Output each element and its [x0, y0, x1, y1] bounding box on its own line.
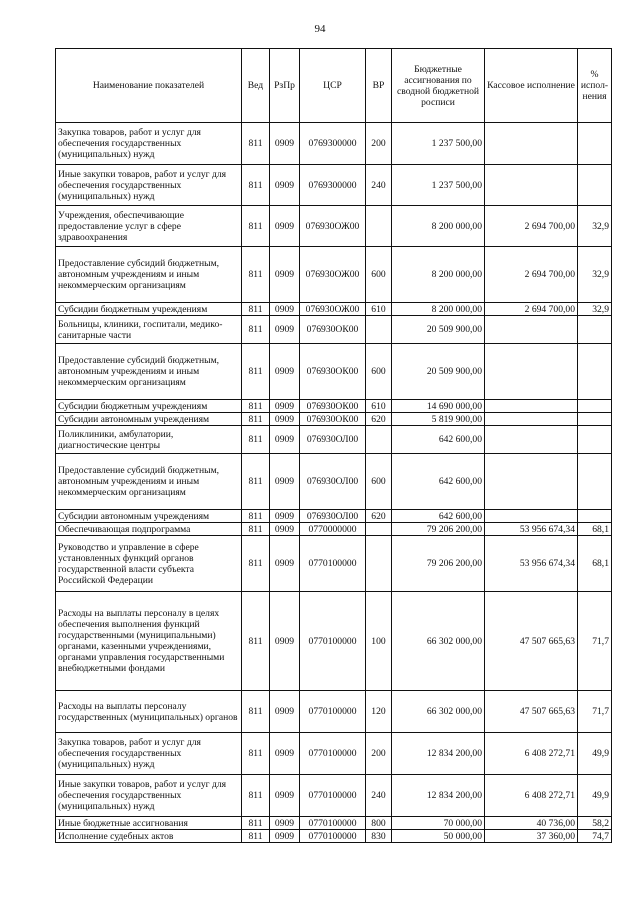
cell-ved: 811	[242, 426, 270, 454]
cell-vr: 240	[366, 775, 392, 817]
table-row	[56, 413, 612, 426]
cell-ved: 811	[242, 510, 270, 523]
cell-csr: 076930ОЛ00	[300, 510, 366, 523]
cell-name: Субсидии автономным учреждениям	[56, 510, 242, 523]
cell-rzpr: 0909	[270, 426, 300, 454]
header-ved: Вед	[242, 49, 270, 123]
cell-vr: 600	[366, 454, 392, 510]
cell-cash	[485, 400, 578, 413]
cell-csr: 0769300000	[300, 123, 366, 165]
cell-csr: 0770100000	[300, 775, 366, 817]
cell-rzpr: 0909	[270, 123, 300, 165]
cell-vr: 830	[366, 830, 392, 843]
cell-pct: 74,7	[578, 830, 612, 843]
page-number: 94	[314, 23, 326, 35]
cell-cash	[485, 316, 578, 344]
cell-vr: 800	[366, 817, 392, 830]
cell-vr: 620	[366, 510, 392, 523]
table-row	[56, 400, 612, 413]
cell-ved: 811	[242, 454, 270, 510]
cell-csr: 076930ОЛ00	[300, 454, 366, 510]
cell-rzpr: 0909	[270, 303, 300, 316]
cell-vr	[366, 426, 392, 454]
cell-cash	[485, 426, 578, 454]
table-row	[56, 592, 612, 691]
cell-csr: 0770000000	[300, 523, 366, 536]
cell-pct: 32,9	[578, 247, 612, 303]
header-vr: ВР	[366, 49, 392, 123]
cell-name: Субсидии бюджетным учреждениям	[56, 400, 242, 413]
header-pct: % испол-нения	[578, 49, 612, 123]
header-cash: Кассовое исполнение	[485, 49, 578, 123]
cell-rzpr: 0909	[270, 413, 300, 426]
cell-cash	[485, 413, 578, 426]
cell-budget: 1 237 500,00	[392, 123, 485, 165]
cell-name: Руководство и управление в сфере установленных функций органов государственной власти субъекта Российской Федерации	[56, 536, 242, 592]
cell-rzpr: 0909	[270, 733, 300, 775]
cell-rzpr: 0909	[270, 400, 300, 413]
cell-rzpr: 0909	[270, 691, 300, 733]
cell-ved: 811	[242, 413, 270, 426]
cell-name: Поликлиники, амбулатории, диагностические центры	[56, 426, 242, 454]
cell-csr: 0770100000	[300, 536, 366, 592]
cell-rzpr: 0909	[270, 454, 300, 510]
cell-cash: 2 694 700,00	[485, 303, 578, 316]
cell-rzpr: 0909	[270, 344, 300, 400]
cell-budget: 20 509 900,00	[392, 316, 485, 344]
table-row	[56, 733, 612, 775]
cell-budget: 14 690 000,00	[392, 400, 485, 413]
cell-csr: 076930ОЖ00	[300, 303, 366, 316]
cell-pct: 49,9	[578, 733, 612, 775]
cell-csr: 076930ОК00	[300, 316, 366, 344]
cell-ved: 811	[242, 400, 270, 413]
cell-pct	[578, 123, 612, 165]
cell-cash: 53 956 674,34	[485, 523, 578, 536]
table-row	[56, 247, 612, 303]
budget-execution-table	[55, 48, 612, 843]
cell-pct	[578, 413, 612, 426]
cell-budget: 66 302 000,00	[392, 691, 485, 733]
cell-csr: 0770100000	[300, 830, 366, 843]
cell-name: Расходы на выплаты персоналу в целях обеспечения выполнения функций государственными (муниципальными) органами, казенными учреждениями, органами управления государственными внебюджетными фондами	[56, 592, 242, 691]
cell-name: Закупка товаров, работ и услуг для обеспечения государственных (муниципальных) нужд	[56, 733, 242, 775]
table-row	[56, 206, 612, 247]
cell-vr: 600	[366, 344, 392, 400]
cell-rzpr: 0909	[270, 206, 300, 247]
cell-vr: 240	[366, 165, 392, 206]
cell-rzpr: 0909	[270, 510, 300, 523]
cell-vr	[366, 536, 392, 592]
cell-name: Иные закупки товаров, работ и услуг для обеспечения государственных (муниципальных) нужд	[56, 165, 242, 206]
cell-ved: 811	[242, 123, 270, 165]
cell-pct: 49,9	[578, 775, 612, 817]
cell-vr	[366, 523, 392, 536]
cell-pct: 71,7	[578, 592, 612, 691]
cell-vr	[366, 316, 392, 344]
cell-budget: 70 000,00	[392, 817, 485, 830]
cell-rzpr: 0909	[270, 817, 300, 830]
cell-rzpr: 0909	[270, 316, 300, 344]
cell-rzpr: 0909	[270, 165, 300, 206]
cell-csr: 076930ОК00	[300, 344, 366, 400]
cell-vr: 600	[366, 247, 392, 303]
cell-pct	[578, 344, 612, 400]
cell-ved: 811	[242, 536, 270, 592]
cell-budget: 1 237 500,00	[392, 165, 485, 206]
table-row	[56, 830, 612, 843]
cell-pct	[578, 510, 612, 523]
cell-cash	[485, 510, 578, 523]
cell-pct	[578, 165, 612, 206]
table-row	[56, 536, 612, 592]
cell-name: Предоставление субсидий бюджетным, автономным учреждениям и иным некоммерческим организациям	[56, 344, 242, 400]
cell-vr: 610	[366, 303, 392, 316]
cell-cash: 2 694 700,00	[485, 247, 578, 303]
cell-csr: 0770100000	[300, 691, 366, 733]
cell-rzpr: 0909	[270, 775, 300, 817]
cell-rzpr: 0909	[270, 523, 300, 536]
cell-name: Исполнение судебных актов	[56, 830, 242, 843]
cell-cash: 2 694 700,00	[485, 206, 578, 247]
cell-name: Предоставление субсидий бюджетным, автономным учреждениям и иным некоммерческим организациям	[56, 454, 242, 510]
cell-name: Иные закупки товаров, работ и услуг для обеспечения государственных (муниципальных) нужд	[56, 775, 242, 817]
cell-ved: 811	[242, 830, 270, 843]
cell-name: Субсидии бюджетным учреждениям	[56, 303, 242, 316]
cell-ved: 811	[242, 344, 270, 400]
cell-cash	[485, 454, 578, 510]
cell-csr: 076930ОК00	[300, 413, 366, 426]
cell-pct	[578, 400, 612, 413]
cell-rzpr: 0909	[270, 830, 300, 843]
cell-pct: 58,2	[578, 817, 612, 830]
table-row	[56, 454, 612, 510]
cell-name: Обеспечивающая подпрограмма	[56, 523, 242, 536]
cell-budget: 8 200 000,00	[392, 247, 485, 303]
cell-cash: 37 360,00	[485, 830, 578, 843]
cell-budget: 12 834 200,00	[392, 775, 485, 817]
table-row	[56, 523, 612, 536]
cell-ved: 811	[242, 247, 270, 303]
cell-csr: 076930ОЖ00	[300, 206, 366, 247]
cell-budget: 50 000,00	[392, 830, 485, 843]
table-row	[56, 817, 612, 830]
cell-budget: 642 600,00	[392, 454, 485, 510]
cell-pct	[578, 426, 612, 454]
cell-budget: 79 206 200,00	[392, 523, 485, 536]
cell-vr: 120	[366, 691, 392, 733]
cell-ved: 811	[242, 523, 270, 536]
cell-budget: 642 600,00	[392, 426, 485, 454]
cell-ved: 811	[242, 206, 270, 247]
cell-cash	[485, 123, 578, 165]
cell-ved: 811	[242, 775, 270, 817]
cell-pct: 68,1	[578, 523, 612, 536]
cell-budget: 5 819 900,00	[392, 413, 485, 426]
cell-csr: 0770100000	[300, 592, 366, 691]
cell-budget: 66 302 000,00	[392, 592, 485, 691]
cell-ved: 811	[242, 817, 270, 830]
table-row	[56, 344, 612, 400]
cell-ved: 811	[242, 691, 270, 733]
table-row	[56, 426, 612, 454]
header-rzpr: РзПр	[270, 49, 300, 123]
cell-name: Предоставление субсидий бюджетным, автономным учреждениям и иным некоммерческим организациям	[56, 247, 242, 303]
cell-pct: 68,1	[578, 536, 612, 592]
cell-budget: 8 200 000,00	[392, 206, 485, 247]
cell-cash: 47 507 665,63	[485, 691, 578, 733]
cell-rzpr: 0909	[270, 536, 300, 592]
cell-ved: 811	[242, 592, 270, 691]
cell-ved: 811	[242, 733, 270, 775]
cell-cash: 47 507 665,63	[485, 592, 578, 691]
header-csr: ЦСР	[300, 49, 366, 123]
cell-cash: 53 956 674,34	[485, 536, 578, 592]
cell-vr: 100	[366, 592, 392, 691]
table-row	[56, 303, 612, 316]
cell-csr: 0770100000	[300, 733, 366, 775]
cell-pct: 32,9	[578, 206, 612, 247]
cell-cash: 6 408 272,71	[485, 775, 578, 817]
cell-cash	[485, 165, 578, 206]
cell-budget: 12 834 200,00	[392, 733, 485, 775]
cell-pct	[578, 454, 612, 510]
cell-pct: 32,9	[578, 303, 612, 316]
cell-vr: 200	[366, 123, 392, 165]
cell-ved: 811	[242, 303, 270, 316]
cell-budget: 20 509 900,00	[392, 344, 485, 400]
cell-pct	[578, 316, 612, 344]
cell-vr: 610	[366, 400, 392, 413]
cell-name: Закупка товаров, работ и услуг для обеспечения государственных (муниципальных) нужд	[56, 123, 242, 165]
header-name: Наименование показателей	[56, 49, 242, 123]
cell-pct: 71,7	[578, 691, 612, 733]
cell-ved: 811	[242, 165, 270, 206]
cell-vr: 200	[366, 733, 392, 775]
cell-ved: 811	[242, 316, 270, 344]
cell-csr: 076930ОК00	[300, 400, 366, 413]
cell-name: Расходы на выплаты персоналу государственных (муниципальных) органов	[56, 691, 242, 733]
cell-vr	[366, 206, 392, 247]
cell-vr: 620	[366, 413, 392, 426]
table-row	[56, 123, 612, 165]
table-row	[56, 316, 612, 344]
table-row	[56, 691, 612, 733]
cell-budget: 8 200 000,00	[392, 303, 485, 316]
cell-name: Иные бюджетные ассигнования	[56, 817, 242, 830]
cell-name: Учреждения, обеспечивающие предоставление услуг в сфере здравоохранения	[56, 206, 242, 247]
table-row	[56, 510, 612, 523]
cell-cash: 6 408 272,71	[485, 733, 578, 775]
cell-budget: 79 206 200,00	[392, 536, 485, 592]
cell-budget: 642 600,00	[392, 510, 485, 523]
cell-csr: 076930ОЛ00	[300, 426, 366, 454]
cell-rzpr: 0909	[270, 592, 300, 691]
table-row	[56, 165, 612, 206]
cell-csr: 0769300000	[300, 165, 366, 206]
cell-name: Больницы, клиники, госпитали, медико-санитарные части	[56, 316, 242, 344]
table-row	[56, 775, 612, 817]
cell-name: Субсидии автономным учреждениям	[56, 413, 242, 426]
cell-csr: 0770100000	[300, 817, 366, 830]
cell-csr: 076930ОЖ00	[300, 247, 366, 303]
cell-cash: 40 736,00	[485, 817, 578, 830]
cell-rzpr: 0909	[270, 247, 300, 303]
cell-cash	[485, 344, 578, 400]
header-budget: Бюджетные ассигнования по сводной бюджетной росписи	[392, 49, 485, 123]
table-header-row	[56, 49, 612, 123]
